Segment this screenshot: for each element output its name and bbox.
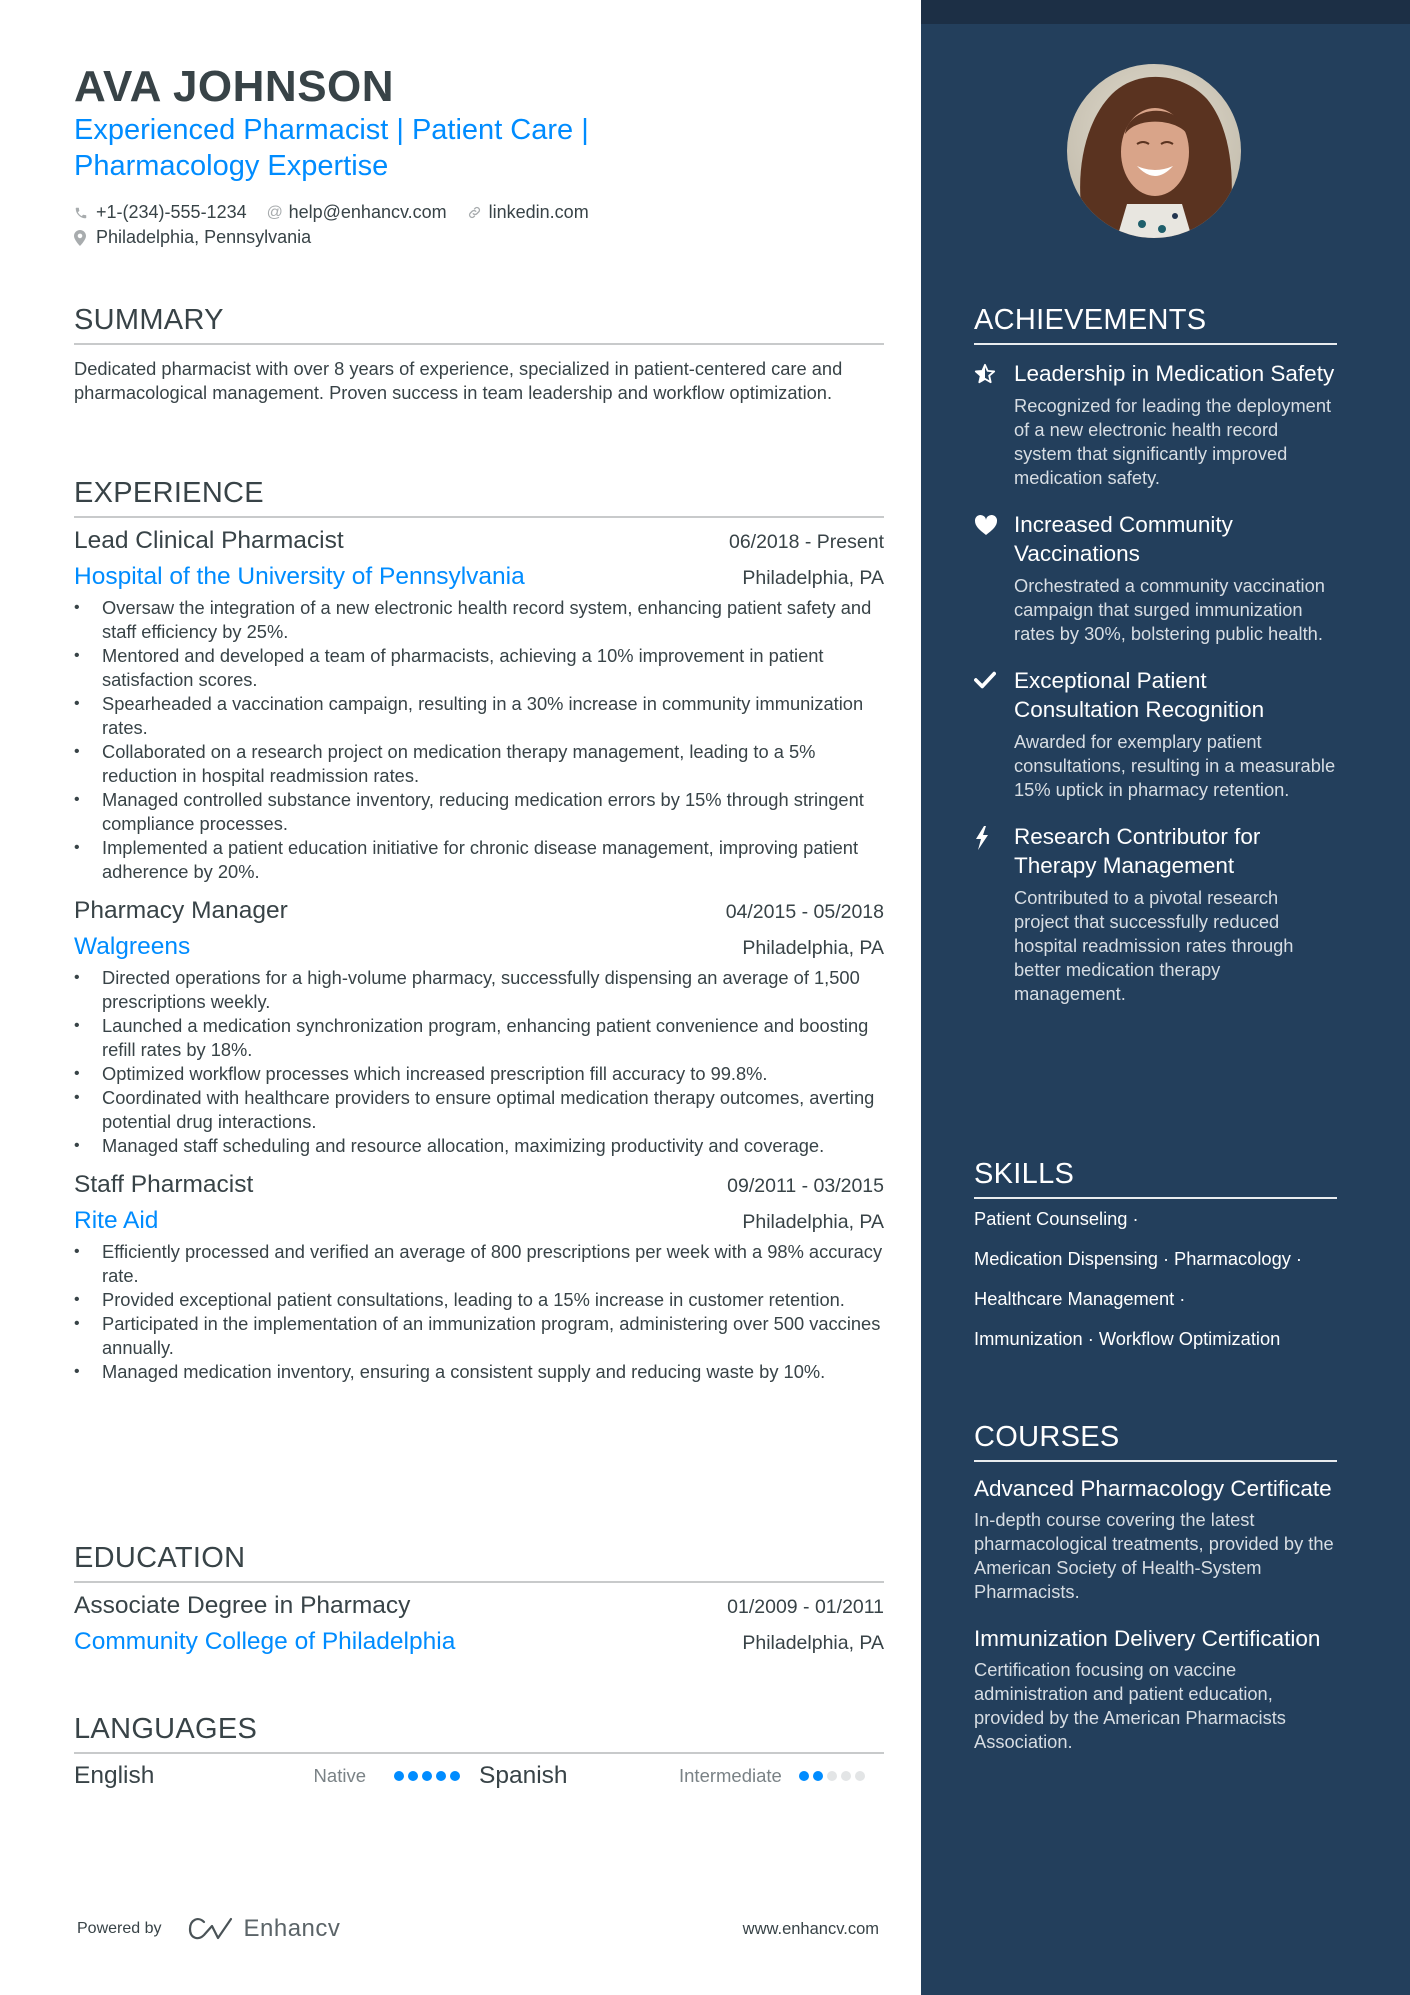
- skills-section: [974, 1157, 1337, 1359]
- job-dates: 09/2011 - 03/2015: [727, 1175, 884, 1197]
- enhancv-logo[interactable]: [188, 1915, 341, 1943]
- language-name: English: [74, 1762, 155, 1789]
- contact-email[interactable]: [267, 202, 447, 223]
- degree-name: Associate Degree in Pharmacy: [74, 1592, 411, 1619]
- contact-linkedin[interactable]: [467, 202, 589, 223]
- linkedin-url: linkedin.com: [488, 202, 589, 222]
- achievement-description: Recognized for leading the deployment of a new electronic health record system that significantly improved medication safety.: [1014, 395, 1332, 488]
- course-list: [974, 1474, 1337, 1754]
- proficiency-dot-filled: [813, 1771, 823, 1781]
- skill-item: Patient Counseling: [974, 1208, 1128, 1229]
- proficiency-dot-empty: [827, 1771, 837, 1781]
- proficiency-dot-filled: [408, 1771, 418, 1781]
- phone-icon: [74, 206, 96, 220]
- proficiency-dot-filled: [450, 1771, 460, 1781]
- job-bullets: [74, 1240, 884, 1384]
- achievement-title: Research Contributor for Therapy Management: [1014, 824, 1261, 878]
- experience-heading: EXPERIENCE: [74, 477, 264, 509]
- section-divider: [74, 516, 884, 518]
- job-bullet: • Efficiently processed and verified an average of 800 prescriptions per week with a 98% accuracy rate.: [74, 1240, 884, 1288]
- job-dates: 06/2018 - Present: [728, 531, 884, 553]
- job-bullet: • Provided exceptional patient consultations, leading to a 15% increase in customer retention.: [74, 1288, 884, 1312]
- job-entry: [74, 524, 884, 884]
- sidebar: [921, 0, 1410, 1995]
- job-bullet: • Launched a medication synchronization program, enhancing patient convenience and boosting refill rates by 18%.: [74, 1014, 884, 1062]
- job-bullet: • Managed staff scheduling and resource allocation, maximizing productivity and coverage.: [74, 1134, 884, 1158]
- language-level: Native: [313, 1765, 366, 1786]
- skill-separator: ·: [1295, 1248, 1302, 1269]
- skill-separator: ·: [1087, 1328, 1094, 1349]
- proficiency-dots: [394, 1771, 460, 1781]
- language-level: Intermediate: [679, 1765, 782, 1786]
- language-list: [74, 1756, 884, 1796]
- course-title: Immunization Delivery Certification: [974, 1626, 1321, 1651]
- footer: [77, 1915, 879, 1943]
- sidebar-top-band: [921, 0, 1410, 24]
- section-divider: [974, 1197, 1337, 1199]
- skills-heading: SKILLS: [974, 1158, 1075, 1190]
- skill-item: Immunization: [974, 1328, 1083, 1349]
- job-bullet: • Oversaw the integration of a new electronic health record system, enhancing patient safety and staff efficiency by 25%.: [74, 596, 884, 644]
- proficiency-dot-empty: [855, 1771, 865, 1781]
- company-name[interactable]: Walgreens: [74, 933, 191, 960]
- checkmark-icon: [974, 666, 1014, 802]
- achievement-list: [974, 359, 1337, 1006]
- skill-item: Pharmacology: [1174, 1248, 1291, 1269]
- skill-item: Workflow Optimization: [1098, 1328, 1281, 1349]
- heart-icon: [974, 510, 1014, 646]
- education-location: Philadelphia, PA: [742, 1632, 884, 1654]
- job-bullet: • Coordinated with healthcare providers to ensure optimal medication therapy outcomes, averting potential drug interactions.: [74, 1086, 884, 1134]
- achievements-heading: ACHIEVEMENTS: [974, 304, 1207, 336]
- skills-row: [974, 1199, 1337, 1239]
- candidate-name: AVA JOHNSON: [74, 62, 395, 111]
- language-name: Spanish: [479, 1762, 568, 1789]
- achievement-description: Orchestrated a community vaccination campaign that surged immunization rates by 30%, bolstering public health.: [1014, 575, 1325, 644]
- contact-location: [74, 227, 311, 248]
- location-text: Philadelphia, Pennsylvania: [96, 227, 312, 247]
- education-section: [74, 1541, 884, 1671]
- skills-row: [974, 1239, 1337, 1279]
- course-description: In-depth course covering the latest pharmacological treatments, provided by the American Society of Health-System Pharmacists.: [974, 1509, 1334, 1602]
- job-bullet: • Directed operations for a high-volume pharmacy, successfully dispensing an average of 1,500 prescriptions weekly.: [74, 966, 884, 1014]
- job-location: Philadelphia, PA: [742, 1211, 884, 1233]
- job-title: Lead Clinical Pharmacist: [74, 527, 344, 554]
- job-list: [74, 524, 884, 1384]
- email-address: help@enhancv.com: [288, 202, 447, 222]
- enhancv-logo-icon: [188, 1916, 234, 1942]
- phone-number: +1-(234)-555-1234: [96, 202, 247, 222]
- achievement-item: [974, 822, 1337, 1006]
- job-title: Staff Pharmacist: [74, 1171, 254, 1198]
- skill-separator: ·: [1162, 1248, 1170, 1269]
- course-description: Certification focusing on vaccine administration and patient education, provided by the American Pharmacists Association.: [974, 1659, 1286, 1752]
- skill-separator: ·: [1132, 1208, 1139, 1229]
- website-link[interactable]: www.enhancv.com: [742, 1919, 879, 1938]
- course-item: [974, 1624, 1337, 1754]
- achievement-item: [974, 359, 1337, 490]
- experience-section: [74, 476, 884, 1394]
- section-divider: [74, 1752, 884, 1754]
- section-divider: [974, 343, 1337, 345]
- company-name[interactable]: Hospital of the University of Pennsylvania: [74, 563, 525, 590]
- courses-heading: COURSES: [974, 1421, 1120, 1453]
- star-icon: [974, 359, 1014, 490]
- job-bullet: • Collaborated on a research project on medication therapy management, leading to a 5% reduction in hospital readmission rates.: [74, 740, 884, 788]
- course-item: [974, 1474, 1337, 1604]
- skill-item: Healthcare Management: [974, 1288, 1175, 1309]
- education-heading: EDUCATION: [74, 1542, 246, 1574]
- languages-section: [74, 1712, 884, 1796]
- languages-heading: LANGUAGES: [74, 1713, 258, 1745]
- courses-section: [974, 1420, 1337, 1774]
- achievement-description: Awarded for exemplary patient consultations, resulting in a measurable 15% uptick in pharmacy retention.: [1014, 731, 1336, 800]
- job-bullet: • Participated in the implementation of an immunization program, administering over 500 vaccines annually.: [74, 1312, 884, 1360]
- skill-separator: ·: [1179, 1288, 1186, 1309]
- job-title: Pharmacy Manager: [74, 897, 288, 924]
- brand-name: Enhancv: [243, 1915, 341, 1942]
- job-bullet: • Spearheaded a vaccination campaign, resulting in a 30% increase in community immunization rates.: [74, 692, 884, 740]
- job-location: Philadelphia, PA: [742, 567, 884, 589]
- proficiency-dots: [799, 1771, 865, 1781]
- achievement-title: Leadership in Medication Safety: [1014, 361, 1335, 386]
- job-bullets: [74, 966, 884, 1158]
- section-divider: [974, 1460, 1337, 1462]
- school-name[interactable]: Community College of Philadelphia: [74, 1628, 456, 1655]
- achievement-title: Exceptional Patient Consultation Recognition: [1014, 668, 1265, 722]
- job-dates: 04/2015 - 05/2018: [725, 901, 884, 923]
- job-bullet: • Managed controlled substance inventory, reducing medication errors by 15% through stringent compliance processes.: [74, 788, 884, 836]
- powered-by-label: Powered by: [77, 1920, 162, 1937]
- summary-text: Dedicated pharmacist with over 8 years of experience, specialized in patient-centered care and pharmacological management. Proven success in team leadership and workflow optimization.: [74, 358, 843, 403]
- language-item: [479, 1762, 884, 1790]
- education-entry: [74, 1589, 884, 1661]
- contact-info: [74, 200, 609, 250]
- summary-heading: SUMMARY: [74, 304, 224, 336]
- proficiency-dot-empty: [841, 1771, 851, 1781]
- profile-photo: [1067, 64, 1241, 238]
- achievement-description: Contributed to a pivotal research project that successfully reduced hospital readmission rates through better medication therapy management.: [1014, 887, 1294, 1004]
- job-entry: [74, 1168, 884, 1384]
- skills-row: [974, 1279, 1337, 1319]
- education-dates: 01/2009 - 01/2011: [727, 1596, 884, 1618]
- proficiency-dot-filled: [799, 1771, 809, 1781]
- skills-row: [974, 1319, 1337, 1359]
- lightning-icon: [974, 822, 1014, 1006]
- proficiency-dot-filled: [422, 1771, 432, 1781]
- section-divider: [74, 343, 884, 345]
- skills-list: [974, 1199, 1337, 1359]
- course-title: Advanced Pharmacology Certificate: [974, 1476, 1332, 1501]
- job-bullets: [74, 596, 884, 884]
- achievement-item: [974, 510, 1337, 646]
- section-divider: [74, 1581, 884, 1583]
- at-icon: @: [266, 203, 283, 221]
- job-entry: [74, 894, 884, 1158]
- job-bullet: • Mentored and developed a team of pharmacists, achieving a 10% improvement in patient satisfaction scores.: [74, 644, 884, 692]
- job-bullet: • Managed medication inventory, ensuring a consistent supply and reducing waste by 10%.: [74, 1360, 884, 1384]
- proficiency-dot-filled: [436, 1771, 446, 1781]
- job-bullet: • Optimized workflow processes which increased prescription fill accuracy to 99.8%.: [74, 1062, 884, 1086]
- powered-by: [77, 1915, 340, 1943]
- company-name[interactable]: Rite Aid: [74, 1207, 159, 1234]
- achievement-item: [974, 666, 1337, 802]
- achievements-section: [974, 303, 1337, 1026]
- skill-item: Medication Dispensing: [974, 1248, 1158, 1269]
- summary-section: [74, 303, 884, 405]
- proficiency-dot-filled: [394, 1771, 404, 1781]
- job-location: Philadelphia, PA: [742, 937, 884, 959]
- job-bullet: • Implemented a patient education initiative for chronic disease management, improving patient adherence by 20%.: [74, 836, 884, 884]
- link-icon: [467, 205, 489, 220]
- candidate-headline: Experienced Pharmacist | Patient Care | Pharmacology Expertise: [74, 114, 589, 182]
- contact-phone[interactable]: [74, 202, 247, 223]
- location-pin-icon: [74, 230, 96, 246]
- language-item: [74, 1762, 479, 1790]
- achievement-title: Increased Community Vaccinations: [1014, 512, 1233, 566]
